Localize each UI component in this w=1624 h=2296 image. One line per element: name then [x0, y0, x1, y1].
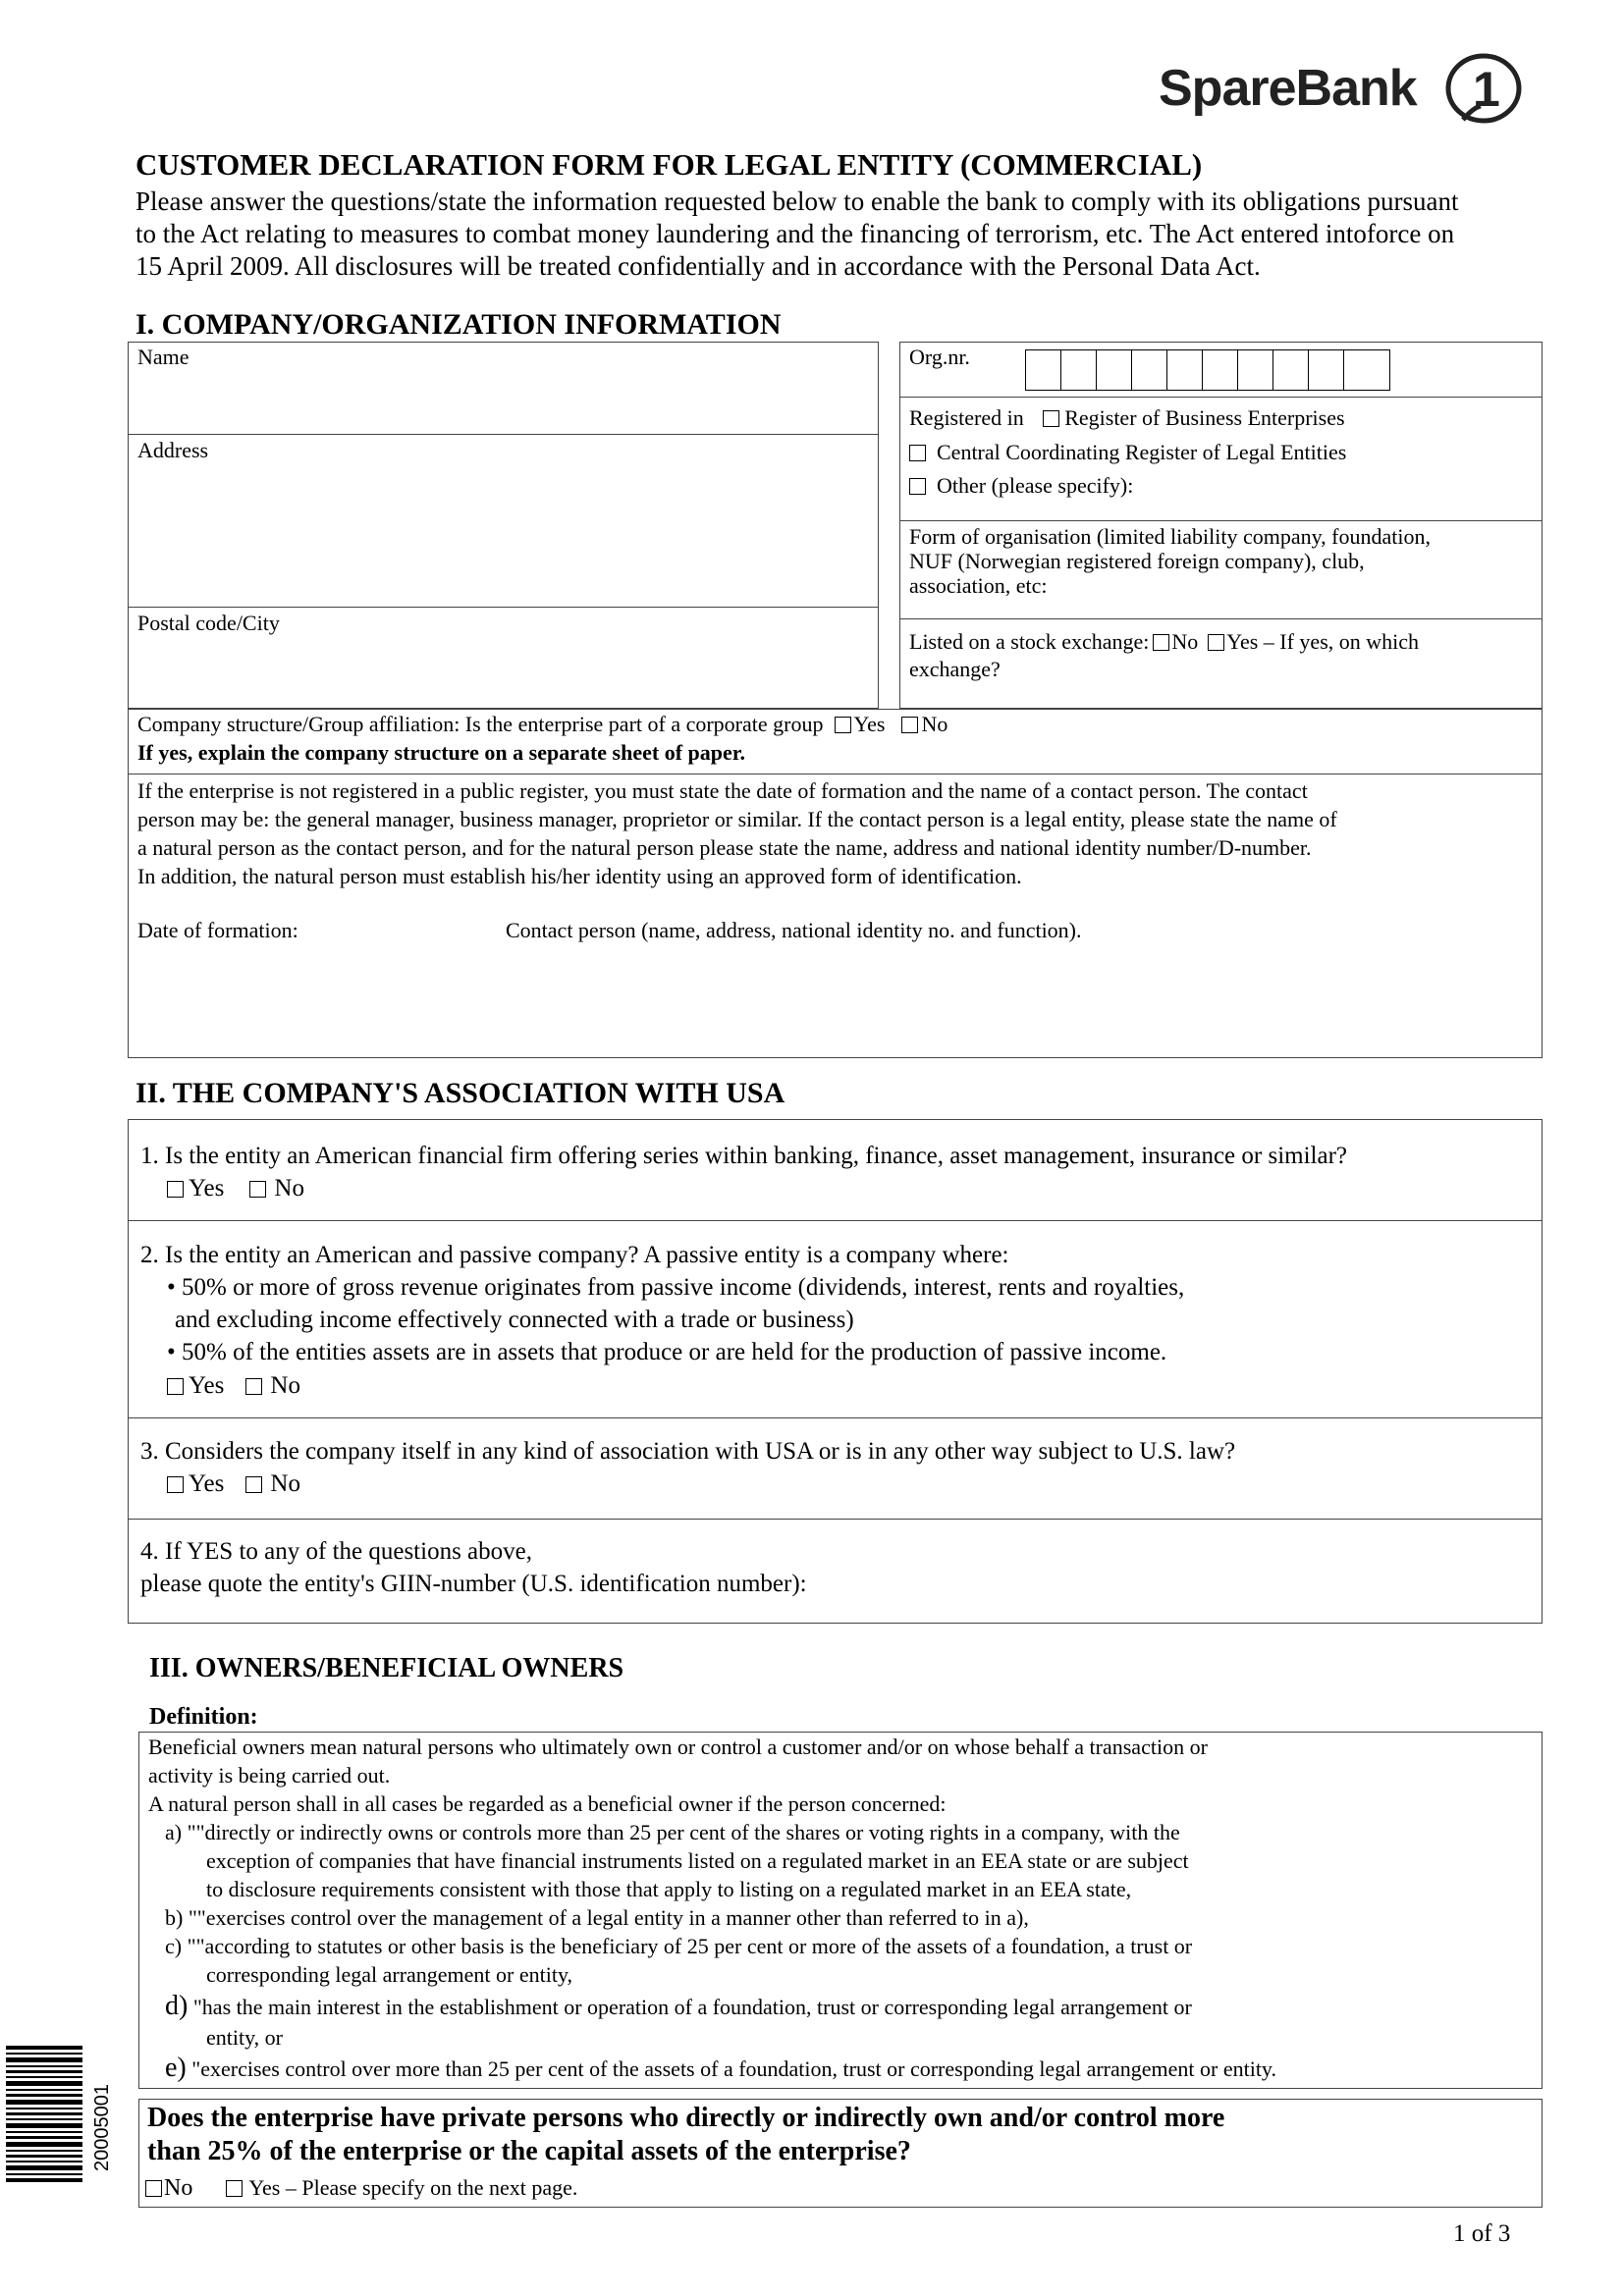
reg-business-enterprises-checkbox[interactable]	[1043, 410, 1059, 427]
def-item-e-text: "exercises control over more than 25 per cent of the assets of a foundation, trust or corresponding legal arrangement or entity.	[191, 2056, 1277, 2081]
name-field[interactable]	[130, 371, 876, 432]
def-item-d-row	[165, 1993, 1192, 2021]
listed-label: Listed on a stock exchange:	[909, 629, 1150, 654]
usa-q2-options	[167, 1369, 300, 1402]
form-org-line-2: NUF (Norwegian registered foreign company), club,	[909, 549, 1365, 573]
usa-q1-no-checkbox[interactable]	[249, 1181, 266, 1198]
barcode-number: 20005001	[91, 2084, 113, 2171]
sparebank-logo	[1159, 49, 1542, 137]
def-item-c-2: corresponding legal arrangement or entity,	[206, 1962, 573, 1987]
group-no-label: No	[921, 712, 948, 736]
definition-label: Definition:	[149, 1704, 258, 1730]
def-item-e-letter: e)	[165, 2053, 187, 2083]
logo-text: SpareBank	[1159, 60, 1417, 117]
reg-other-row	[909, 472, 1133, 500]
date-formation-label: Date of formation:	[137, 918, 298, 942]
postal-city-field[interactable]	[130, 638, 876, 707]
usa-q3-yes-checkbox[interactable]	[167, 1476, 184, 1493]
page-title: CUSTOMER DECLARATION FORM FOR LEGAL ENTITY (COMMERCIAL)	[135, 147, 1203, 182]
listed-exchange-label: exchange?	[909, 657, 1001, 681]
usa-q4-line-1: 4. If YES to any of the questions above,	[140, 1538, 532, 1565]
owner-question-line-2: than 25% of the enterprise or the capital assets of the enterprise?	[147, 2136, 911, 2166]
group-row	[137, 711, 947, 738]
contact-person-field[interactable]	[506, 947, 1532, 1050]
section3-heading: III. OWNERS/BENEFICIAL OWNERS	[149, 1653, 624, 1683]
def-item-d-2: entity, or	[206, 2025, 283, 2050]
usa-q3-yes-label: Yes	[189, 1470, 225, 1497]
usa-q4-line-2: please quote the entity's GIIN-number (U.S. identification number):	[140, 1571, 807, 1597]
orgnr-field[interactable]	[1021, 342, 1532, 397]
owner-no-label: No	[164, 2175, 193, 2201]
listed-yes-checkbox[interactable]	[1208, 634, 1224, 651]
usa-q2-bullet-1: • 50% or more of gross revenue originates from passive income (dividends, interest, rents and royalties,	[167, 1274, 1185, 1301]
registered-in-row	[909, 404, 1345, 432]
form-org-line-3: association, etc:	[909, 573, 1048, 598]
listed-row	[909, 628, 1419, 656]
section2-heading: II. THE COMPANY'S ASSOCIATION WITH USA	[135, 1077, 785, 1109]
listed-yes-label: Yes – If yes, on which	[1226, 629, 1420, 654]
owner-yes-label: Yes – Please specify on the next page.	[248, 2175, 578, 2200]
listed-no-label: No	[1171, 629, 1199, 654]
intro-line-1: Please answer the questions/state the information requested below to enable the bank to comply with its obligations pursuant	[135, 187, 1459, 216]
unregistered-line-2: person may be: the general manager, business manager, proprietor or similar. If the contact person is a legal entity, please state the name of	[137, 807, 1337, 831]
owner-yes-checkbox[interactable]	[226, 2180, 243, 2197]
postal-city-label: Postal code/City	[137, 611, 280, 635]
reg-other-checkbox[interactable]	[909, 478, 926, 495]
def-item-c: c) ""according to statutes or other basis is the beneficiary of 25 per cent or more of the assets of a foundation, a trust or	[165, 1934, 1193, 1958]
reg-central-checkbox[interactable]	[909, 445, 926, 461]
unregistered-line-3: a natural person as the contact person, and for the natural person please state the name, address and national identity number/D-number.	[137, 835, 1312, 860]
usa-q3-no-label: No	[270, 1470, 300, 1497]
def-item-d-text: "has the main interest in the establishment or operation of a foundation, trust or corresponding legal arrangement or	[192, 1995, 1192, 2019]
owner-question-line-1: Does the enterprise have private persons who directly or indirectly own and/or control more	[147, 2103, 1225, 2133]
usa-q2-yes-checkbox[interactable]	[167, 1378, 184, 1395]
barcode	[4, 2042, 82, 2189]
address-field[interactable]	[130, 465, 876, 605]
def-line-3: A natural person shall in all cases be regarded as a beneficial owner if the person concerned:	[148, 1791, 947, 1816]
group-label: Company structure/Group affiliation: Is the enterprise part of a corporate group	[137, 712, 824, 736]
usa-q1-options	[167, 1172, 304, 1204]
group-yes-label: Yes	[853, 712, 886, 736]
reg-business-enterprises-label: Register of Business Enterprises	[1064, 405, 1345, 430]
owner-question-options	[145, 2174, 577, 2202]
usa-q1-yes-label: Yes	[189, 1175, 225, 1201]
owner-no-checkbox[interactable]	[145, 2180, 162, 2197]
name-label: Name	[137, 345, 189, 369]
usa-q1-text: 1. Is the entity an American financial firm offering series within banking, finance, asset management, insurance or similar?	[140, 1143, 1347, 1169]
reg-central-row	[909, 439, 1346, 466]
unregistered-line-4: In addition, the natural person must establish his/her identity using an approved form of identification.	[137, 864, 1022, 888]
unregistered-line-1: If the enterprise is not registered in a public register, you must state the date of formation and the name of a contact person. The contact	[137, 778, 1308, 803]
usa-q2-bullet-1-cont: and excluding income effectively connected with a trade or business)	[175, 1307, 854, 1333]
def-item-a: a) ""directly or indirectly owns or controls more than 25 per cent of the shares or voting rights in a company, with the	[165, 1820, 1180, 1844]
def-line-1: Beneficial owners mean natural persons who ultimately own or control a customer and/or on whose behalf a transaction or	[148, 1735, 1208, 1759]
def-line-2: activity is being carried out.	[148, 1763, 391, 1788]
usa-q1-no-label: No	[274, 1175, 304, 1201]
usa-q2-text: 2. Is the entity an American and passive company? A passive entity is a company where:	[140, 1242, 1009, 1268]
address-label: Address	[137, 438, 209, 462]
def-item-a-2: exception of companies that have financial instruments listed on a regulated market in an EEA state or are subject	[206, 1848, 1189, 1873]
contact-person-label: Contact person (name, address, national identity no. and function).	[506, 918, 1082, 942]
logo-one-icon	[1443, 49, 1524, 130]
usa-q2-no-label: No	[270, 1372, 300, 1399]
intro-line-3: 15 April 2009. All disclosures will be treated confidentially and in accordance with the Personal Data Act.	[135, 251, 1261, 281]
barcode-icon	[4, 2042, 82, 2189]
logo-mark-text: 1	[1473, 62, 1500, 117]
date-formation-field[interactable]	[137, 947, 491, 1050]
reg-central-label: Central Coordinating Register of Legal Entities	[937, 440, 1347, 464]
def-item-b: b) ""exercises control over the management of a legal entity in a manner other than referred to in a),	[165, 1905, 1029, 1930]
usa-q2-bullet-2: • 50% of the entities assets are in assets that produce or are held for the production of passive income.	[167, 1339, 1167, 1365]
def-item-a-3: to disclosure requirements consistent with those that apply to listing on a regulated market in an EEA state,	[206, 1877, 1132, 1901]
group-no-checkbox[interactable]	[901, 717, 918, 733]
def-item-d-letter: d)	[165, 1991, 189, 2021]
registered-in-label: Registered in	[909, 405, 1024, 430]
def-item-e-row	[165, 2055, 1276, 2083]
usa-q3-text: 3. Considers the company itself in any kind of association with USA or is in any other way subject to U.S. law?	[140, 1438, 1236, 1465]
section1-heading: I. COMPANY/ORGANIZATION INFORMATION	[135, 308, 782, 341]
listed-no-checkbox[interactable]	[1153, 634, 1169, 651]
intro-line-2: to the Act relating to measures to combat money laundering and the financing of terrorism, etc. The Act entered intoforce on	[135, 219, 1455, 248]
orgnr-label: Org.nr.	[909, 345, 970, 369]
group-explain-note: If yes, explain the company structure on a separate sheet of paper.	[137, 740, 746, 765]
usa-q1-yes-checkbox[interactable]	[167, 1181, 184, 1198]
usa-q3-no-checkbox[interactable]	[245, 1476, 262, 1493]
usa-q2-yes-label: Yes	[189, 1372, 225, 1399]
reg-other-label: Other (please specify):	[937, 473, 1134, 498]
usa-q2-no-checkbox[interactable]	[245, 1378, 262, 1395]
page-number: 1 of 3	[1453, 2220, 1511, 2247]
form-org-line-1: Form of organisation (limited liability company, foundation,	[909, 524, 1431, 549]
giin-number-field[interactable]	[889, 1568, 1532, 1607]
group-yes-checkbox[interactable]	[835, 717, 851, 733]
usa-q3-options	[167, 1468, 300, 1500]
